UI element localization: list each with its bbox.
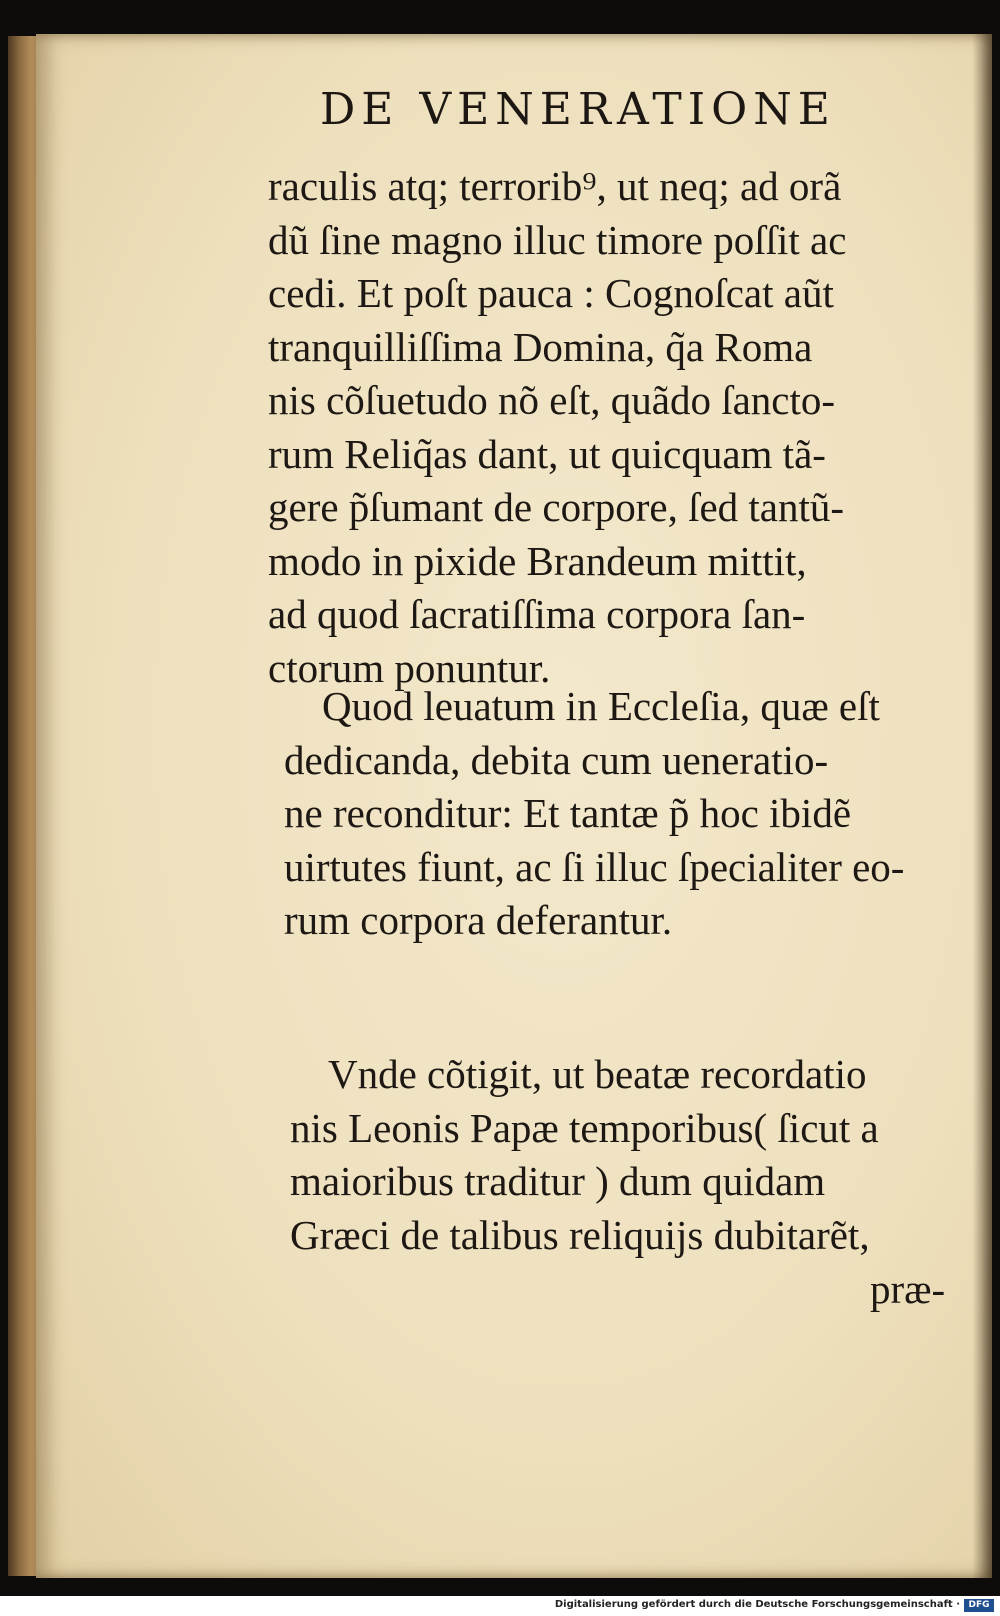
funding-credit: Digitalisierung gefördert durch die Deutsche Forschungsgemeinschaft ·	[554, 1599, 960, 1610]
text-line: rum Reliq̃as dant, ut quicquam tã-	[268, 430, 826, 477]
gutter-shadow	[972, 34, 992, 1578]
text-line: Græci de talibus reliquijs dubitarẽt,	[290, 1211, 870, 1258]
text-line: maioribus traditur ) dum quidam	[290, 1158, 826, 1204]
text-paragraph-3	[290, 1048, 879, 1262]
text-line: modo in pixide Brandeum mittit,	[268, 537, 807, 584]
text-line: dũ ſine magno illuc timore poſſit ac	[268, 216, 847, 263]
text-line: rum corpora deferantur.	[284, 897, 673, 943]
text-line: ctorum ponuntur.	[268, 644, 551, 691]
text-line: Quod leuatum in Eccleſia, quæ eſt	[322, 683, 880, 729]
text-line: tranquilliſſima Domina, q̃a Roma	[268, 323, 813, 370]
running-head: DE VENERATIONE	[320, 84, 836, 135]
text-line: raculis atq; terrorib⁹, ut neq; ad orã	[268, 163, 842, 209]
text-line: nis cõſuetudo nõ eſt, quãdo ſancto-	[268, 377, 836, 423]
text-line: ne reconditur: Et tantæ p̃ hoc ibidẽ	[284, 790, 852, 836]
text-line: Vnde cõtigit, ut beatæ recordatio	[328, 1051, 867, 1097]
dfg-logo: DFG	[964, 1599, 994, 1612]
text-paragraph-1	[268, 160, 846, 695]
text-line: dedicanda, debita cum ueneratio-	[284, 736, 829, 783]
text-line: nis Leonis Papæ temporibus( ſicut a	[290, 1104, 879, 1151]
text-line: ad quod ſacratiſſima corpora ſan-	[268, 591, 806, 637]
text-line: uirtutes fiunt, ac ſi illuc ſpecialiter eo-	[284, 843, 905, 890]
catchword: præ-	[870, 1266, 946, 1312]
footer-bar	[0, 1596, 1000, 1616]
text-paragraph-2	[284, 680, 904, 948]
text-line: gere p̃ſumant de corpore, ſed tantũ-	[268, 484, 845, 530]
text-line: cedi. Et poſt pauca : Cognoſcat aũt	[268, 270, 834, 316]
